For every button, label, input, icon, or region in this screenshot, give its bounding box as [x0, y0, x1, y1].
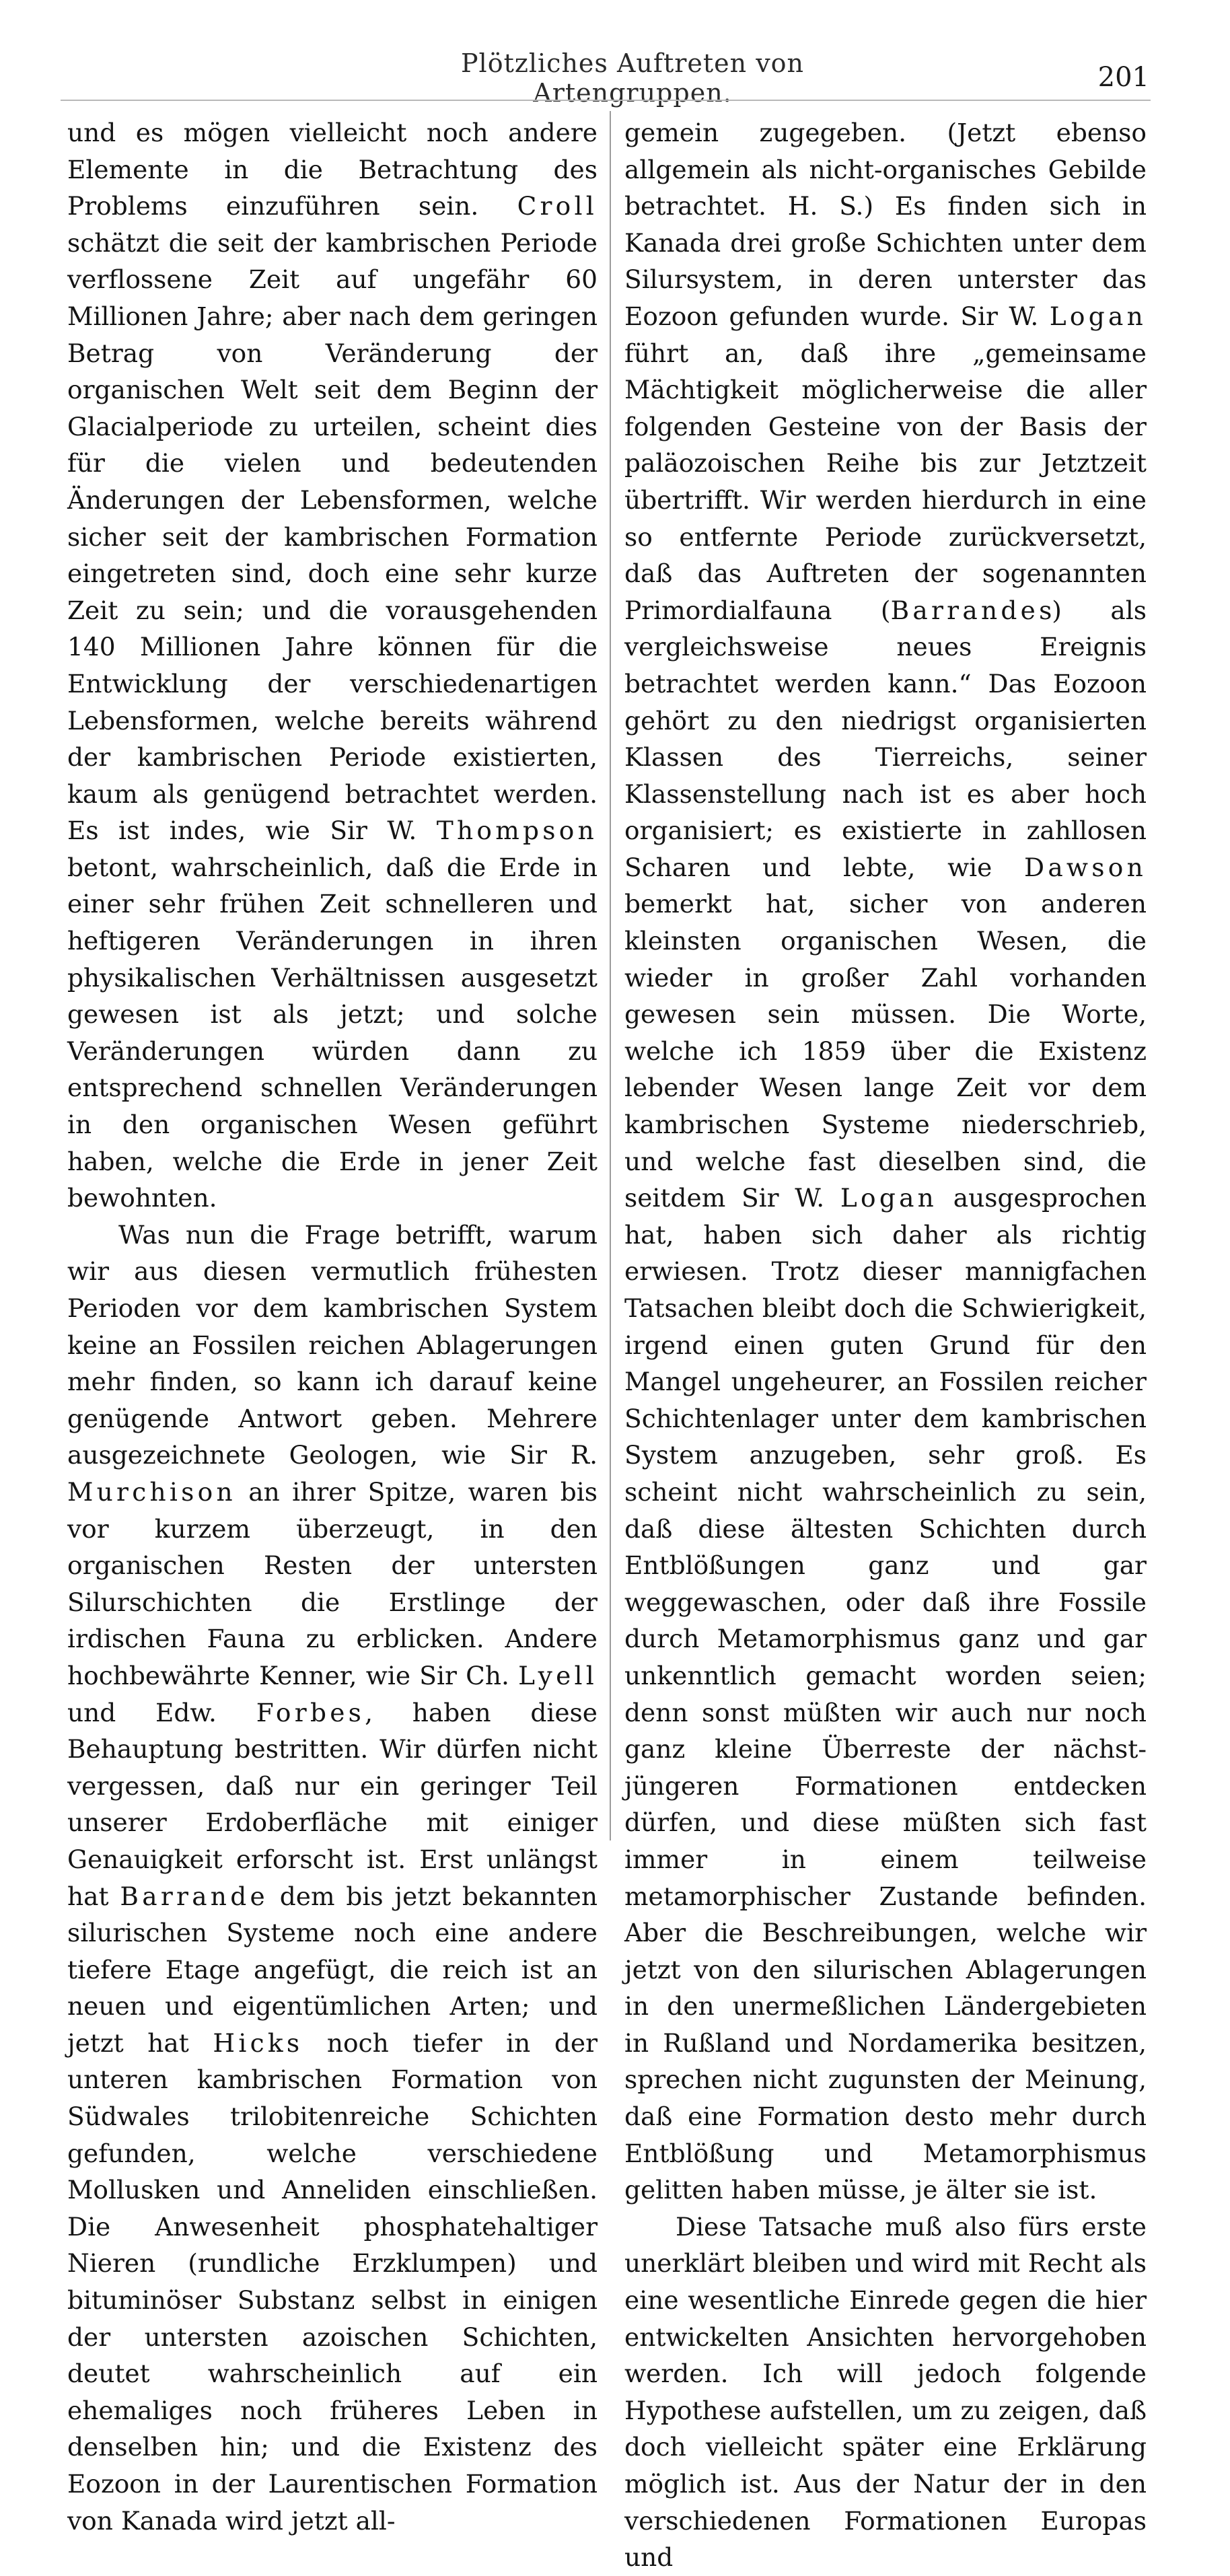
- text-run: Was nun die Frage betrifft, warum wir aus diesen vermutlich frühesten Perioden vor dem kambrischen System keine an Fossilen reichen Ablagerungen mehr finden, so kann ich darauf keine genügende Antwort geben. Mehrere ausgezeichnete Geologen, wie Sir R.: [67, 1219, 598, 1470]
- text-run: an ihrer Spitze, waren bis vor kurzem überzeugt, in den organischen Resten der untersten Silurschichten die Erstlinge der irdischen Fauna zu erblicken. Andere hochbewährte Kenner, wie Sir Ch.: [67, 1476, 598, 1690]
- text-run: gemein zugegeben. (Jetzt ebenso allgemein als nicht-organisches Gebilde betrachtet. H. S.) Es finden sich in Kanada drei große Schichten unter dem Silursystem, in deren unterster das Eozoon gefunden wurde. Sir W.: [624, 118, 1147, 331]
- text-run: dem bis jetzt bekannten silurischen Systeme noch eine andere tiefere Etage angefügt, die reich ist an neuen und eigentümlichen Arten; und jetzt hat: [67, 1881, 598, 2058]
- spaced-name-logan: Logan: [840, 1183, 938, 1213]
- spaced-name-barrande: Barrande: [890, 595, 1040, 625]
- text-run: ausgesprochen hat, haben sich daher als richtig erwiesen. Trotz dieser mannigfachen Tatsachen bleibt doch die Schwierigkeit, irgend einen guten Grund für den Mangel ungeheurer, an Fossilen reicher Schichtenlager unter dem kambrischen System anzugeben, sehr groß. Es scheint nicht wahrscheinlich zu sein, daß diese ältesten Schichten durch Entblößungen ganz und gar weggewaschen, oder daß ihre Fossile durch Metamorphismus ganz und gar unkenntlich gemacht worden seien; denn sonst müßten wir auch nur noch ganz kleine Überreste der nächst-jüngeren Formationen entdecken dürfen, und diese müßten sich fast immer in einem teilweise metamorphischer Zustande befinden. Aber die Beschreibungen, welche wir jetzt von den silurischen Ablagerungen in den unermeßlichen Ländergebieten in Rußland und Nordamerika besitzen, sprechen nicht zugunsten der Meinung, daß eine Formation desto mehr durch Entblößung und Metamorphismus gelitten haben müsse, je älter sie ist.: [624, 1183, 1147, 2205]
- spaced-name-thompson: Thompson: [436, 816, 598, 846]
- page-number: 201: [1097, 62, 1149, 93]
- paragraph-2: [67, 1217, 598, 2539]
- text-run: betont, wahrscheinlich, daß die Erde in einer sehr frühen Zeit schnelleren und heftigeren Veränderungen in ihren physikalischen Verhältnissen ausgesetzt gewesen ist als jetzt; und solche Veränderungen würden dann zu entsprechend schnellen Veränderungen in den organischen Wesen geführt haben, welche die Erde in jener Zeit bewohnten.: [67, 852, 598, 1213]
- text-run: und es mögen vielleicht noch andere Elemente in die Betrachtung des Problems einzuführen sein.: [67, 118, 598, 221]
- paragraph-3: [624, 2209, 1147, 2576]
- column-divider: [610, 111, 611, 1840]
- spaced-name-hicks: Hicks: [213, 2028, 303, 2058]
- left-column: [67, 114, 598, 2536]
- text-run: Diese Tatsache muß also fürs erste unerklärt bleiben und wird mit Recht als eine wesentliche Einrede gegen die hier entwickelten Ansichten hervorgehoben werden. Ich will jedoch folgende Hypothese aufstellen, um zu zeigen, daß doch vielleicht später eine Erklärung möglich ist. Aus der Natur der in den verschiedenen Formationen Europas und: [624, 2211, 1147, 2573]
- text-run: führt an, daß ihre „gemeinsame Mächtigkeit möglicherweise die aller folgenden Gesteine von der Basis der paläozoischen Reihe bis zur Jetztzeit übertrifft. Wir werden hierdurch in eine so entfernte Periode zurückversetzt, daß das Auftreten der sogenannten Primordialfauna (: [624, 338, 1147, 625]
- paragraph-1: [67, 114, 598, 1217]
- header-rule: [61, 100, 1151, 101]
- spaced-name-croll: Croll: [517, 191, 598, 221]
- text-run: schätzt die seit der kambrischen Periode verflossene Zeit auf ungefähr 60 Millionen Jahre; aber nach dem geringen Betrag von Veränderung der organischen Welt seit dem Beginn der Glacialperiode zu urteilen, scheint dies für die vielen und bedeutenden Änderungen der Lebensformen, welche sicher seit der kambrischen Formation eingetreten sind, doch eine sehr kurze Zeit zu sein; und die vorausgehenden 140 Millionen Jahre können für die Entwicklung der verschiedenartigen Lebensformen, welche bereits während der kambrischen Periode existierten, kaum als genügend betrachtet werden. Es ist indes, wie Sir W.: [67, 227, 598, 846]
- paragraph-continued: [624, 114, 1147, 2209]
- text-run: , haben diese Behauptung bestritten. Wir dürfen nicht vergessen, daß nur ein geringer Teil unserer Erdoberfläche mit einiger Genauigkeit erforscht ist. Erst unlängst hat: [67, 1697, 598, 1911]
- spaced-name-forbes: Forbes: [256, 1697, 365, 1727]
- spaced-name-barrande: Barrande: [120, 1881, 268, 1911]
- running-title: Plötzliches Auftreten von Artengruppen.: [460, 48, 805, 108]
- text-run: bemerkt hat, sicher von anderen kleinsten organischen Wesen, die wieder in großer Zahl vorhanden gewesen sein müssen. Die Worte, welche ich 1859 über die Existenz lebender Wesen lange Zeit vor dem kambrischen Systeme niederschrieb, und welche fast dieselben sind, die seitdem Sir W.: [624, 889, 1147, 1213]
- spaced-name-lyell: Lyell: [518, 1660, 598, 1690]
- spaced-name-logan: Logan: [1049, 301, 1147, 331]
- text-run: noch tiefer in der unteren kambrischen Formation von Südwales trilobitenreiche Schichten gefunden, welche verschiedene Mollusken und Anneliden einschließen. Die Anwesenheit phosphatehaltiger Nieren (rundliche Erzklumpen) und bituminöser Substanz selbst in einigen der untersten azoischen Schichten, deutet wahrscheinlich auf ein ehemaliges noch früheres Leben in denselben hin; und die Existenz des Eozoon in der Laurentischen Formation von Kanada wird jetzt all-: [67, 2028, 598, 2536]
- spaced-name-murchison: Murchison: [67, 1476, 236, 1507]
- text-run: und Edw.: [67, 1697, 256, 1727]
- text-run: s) als vergleichsweise neues Ereignis betrachtet werden kann.“ Das Eozoon gehört zu den niedrigst organisierten Klassen des Tierreichs, seiner Klassenstellung nach ist es aber hoch organisiert; es existierte in zahllosen Scharen und lebte, wie: [624, 595, 1147, 882]
- spaced-name-dawson: Dawson: [1024, 852, 1147, 882]
- right-column: [624, 114, 1147, 2573]
